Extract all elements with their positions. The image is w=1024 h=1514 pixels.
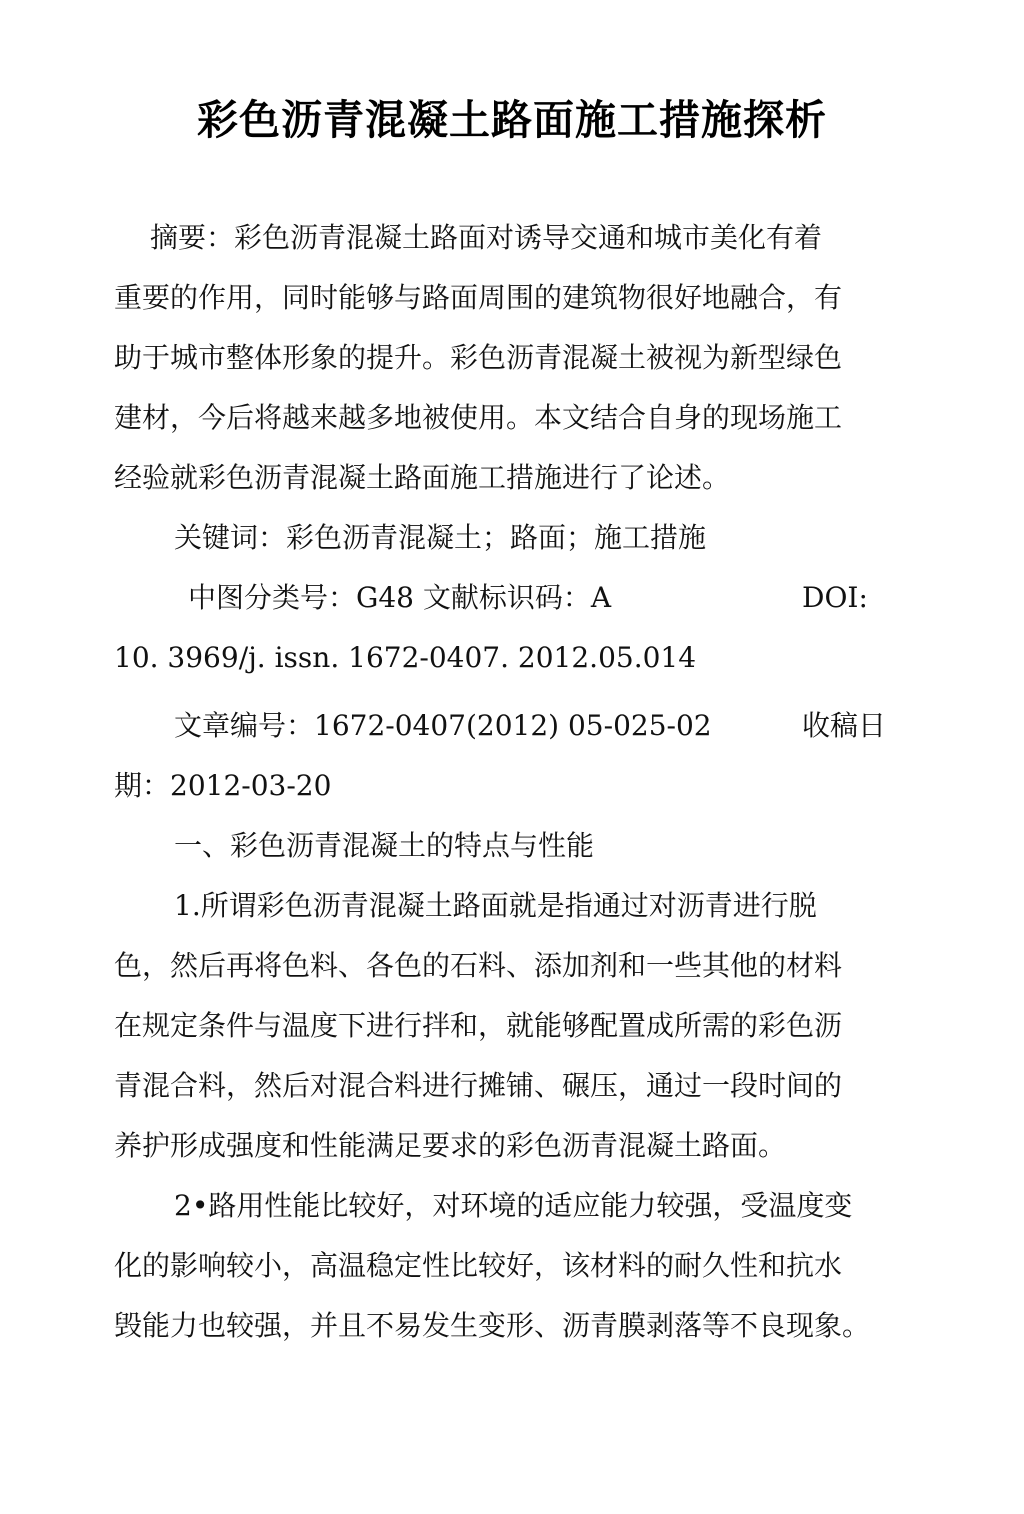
classification-row: [114, 568, 874, 628]
keywords-line: 关键词：彩色沥青混凝土；路面；施工措施: [174, 521, 707, 554]
spacer: [114, 688, 874, 696]
paragraph-line: 养护形成强度和性能满足要求的彩色沥青混凝土路面。: [114, 1129, 787, 1162]
abstract-line: 重要的作用，同时能够与路面周围的建筑物很好地融合，有: [114, 281, 843, 314]
doi-value: 10. 3969/j. issn. 1672-0407. 2012.05.014: [114, 641, 697, 674]
document-body: [114, 208, 887, 1356]
article-number-row: [114, 696, 887, 756]
paragraph-line: 1.所谓彩色沥青混凝土路面就是指通过对沥青进行脱: [174, 889, 817, 922]
doi-label: DOI:: [802, 581, 868, 614]
document-title: 彩色沥青混凝土路面施工措施探析: [197, 96, 827, 144]
paragraph-line: 毁能力也较强，并且不易发生变形、沥青膜剥落等不良现象。: [114, 1309, 871, 1342]
section-heading: 一、彩色沥青混凝土的特点与性能: [174, 829, 595, 862]
paragraph-line: 色，然后再将色料、各色的石料、添加剂和一些其他的材料: [114, 949, 843, 982]
abstract-line: 经验就彩色沥青混凝土路面施工措施进行了论述。: [114, 461, 731, 494]
paragraph-line: 化的影响较小，高温稳定性比较好，该材料的耐久性和抗水: [114, 1249, 843, 1282]
received-value: 期：2012-03-20: [114, 769, 332, 802]
abstract-line: 摘要：彩色沥青混凝土路面对诱导交通和城市美化有着: [150, 221, 823, 254]
abstract-line: 助于城市整体形象的提升。彩色沥青混凝土被视为新型绿色: [114, 341, 843, 374]
article-number-text: 文章编号：1672-0407(2012) 05-025-02: [174, 709, 712, 742]
abstract-line: 建材，今后将越来越多地被使用。本文结合自身的现场施工: [114, 401, 843, 434]
received-label: 收稿日: [802, 709, 887, 742]
paragraph-line: 在规定条件与温度下进行拌和，就能够配置成所需的彩色沥: [114, 1009, 843, 1042]
paragraph-line: 青混合料，然后对混合料进行摊铺、碾压，通过一段时间的: [114, 1069, 843, 1102]
classification-text: 中图分类号：G48 文献标识码：A: [188, 581, 612, 614]
paragraph-line: 2•路用性能比较好，对环境的适应能力较强，受温度变: [174, 1189, 853, 1222]
